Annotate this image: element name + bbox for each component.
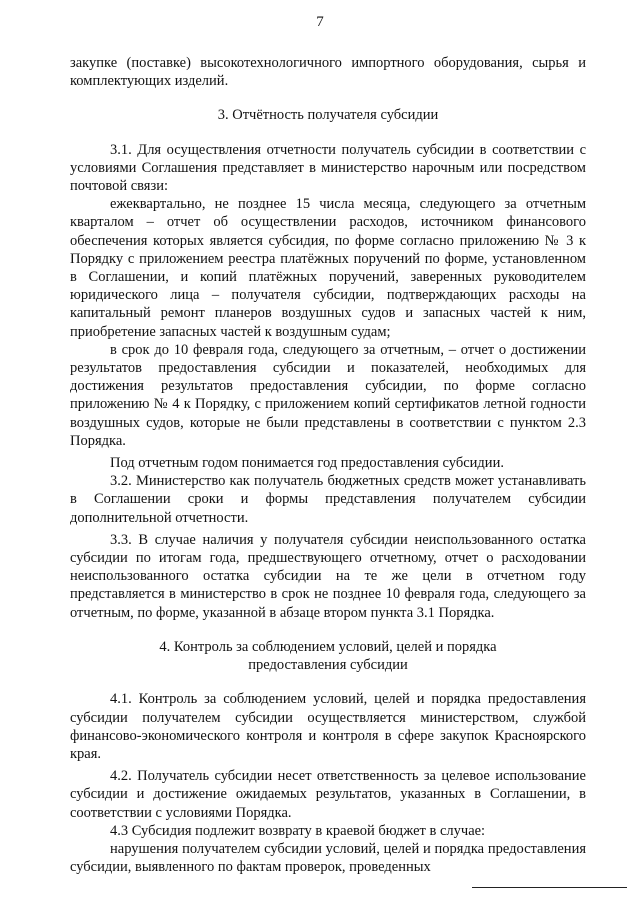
paragraph-4-3: 4.3 Субсидия подлежит возврату в краевой бюджет в случае: bbox=[110, 822, 486, 839]
page-number: 7 bbox=[316, 14, 324, 30]
paragraph-3-1: 3.1. Для осуществления отчетности получатель субсидии в соответствии с условиями Соглашения представляет в министерство нарочным или посредством почтовой связи: bbox=[70, 141, 586, 195]
paragraph-quarterly-report: ежеквартально, не позднее 15 числа месяца, следующего за отчетным кварталом – отчет об осуществлении расходов, источником финансового обеспечения которых является субсидия, по форме согласно приложению № 3 к Порядку с приложением реестра платёжных поручений по форме, установленном в Соглашении, и копий платёжных поручений, заверенных руководителем юридического лица – получателя субсидии, подтверждающих расходы на капитальный ремонт планеров воздушных судов и запасных частей к ним, приобретение запасных частей к воздушным судам; bbox=[70, 196, 586, 340]
section-heading-3: 3. Отчётность получателя субсидии bbox=[217, 107, 439, 124]
paragraph-violation: нарушения получателем субсидии условий, целей и порядка предоставления субсидии, выявленного по фактам проверок, проведенных bbox=[70, 840, 586, 876]
section-heading-4-line2: предоставления субсидии bbox=[248, 657, 408, 674]
footer-rule bbox=[472, 887, 627, 888]
paragraph-continuation: закупке (поставке) высокотехнологичного импортного оборудования, сырья и комплектующих изделий. bbox=[70, 55, 586, 90]
paragraph-reporting-year: Под отчетным годом понимается год предоставления субсидии. bbox=[110, 455, 504, 472]
paragraph-3-2: 3.2. Министерство как получатель бюджетных средств может устанавливать в Соглашении сроки и формы представления получателем субсидии дополнительной отчетности. bbox=[70, 473, 586, 526]
section-heading-4 bbox=[70, 638, 586, 674]
paragraph-4-2: 4.2. Получатель субсидии несет ответственность за целевое использование субсидии и достижение ожидаемых результатов, указанных в Соглашении, в соответствии с условиями Порядка. bbox=[70, 768, 586, 821]
paragraph-annual-report: в срок до 10 февраля года, следующего за отчетным, – отчет о достижении результатов предоставления субсидии и показателей, необходимых для достижения результатов предоставления субсидии, по форме согласно приложению № 4 к Порядку, с приложением копий сертификатов летной годности воздушных судов, которые не были представлены в соответствии с пунктом 2.3 Порядка. bbox=[70, 341, 586, 449]
paragraph-4-1: 4.1. Контроль за соблюдением условий, целей и порядка предоставления субсидии получателем субсидии осуществляется министерством, службой финансово-экономического контроля и контроля в сфере закупок Красноярского края. bbox=[70, 691, 586, 762]
section-heading-4-line1: 4. Контроль за соблюдением условий, целей и порядка bbox=[159, 638, 497, 655]
paragraph-3-3: 3.3. В случае наличия у получателя субсидии неиспользованного остатка субсидии по итогам года, предшествующего отчетному, отчет о расходовании неиспользованного остатка субсидии на те же цели в отчетном году представляется в министерство в срок не позднее 10 февраля года, следующего за отчетным, по форме, указанной в абзаце втором пункта 3.1 Порядка. bbox=[70, 531, 586, 621]
document-body bbox=[70, 54, 586, 876]
